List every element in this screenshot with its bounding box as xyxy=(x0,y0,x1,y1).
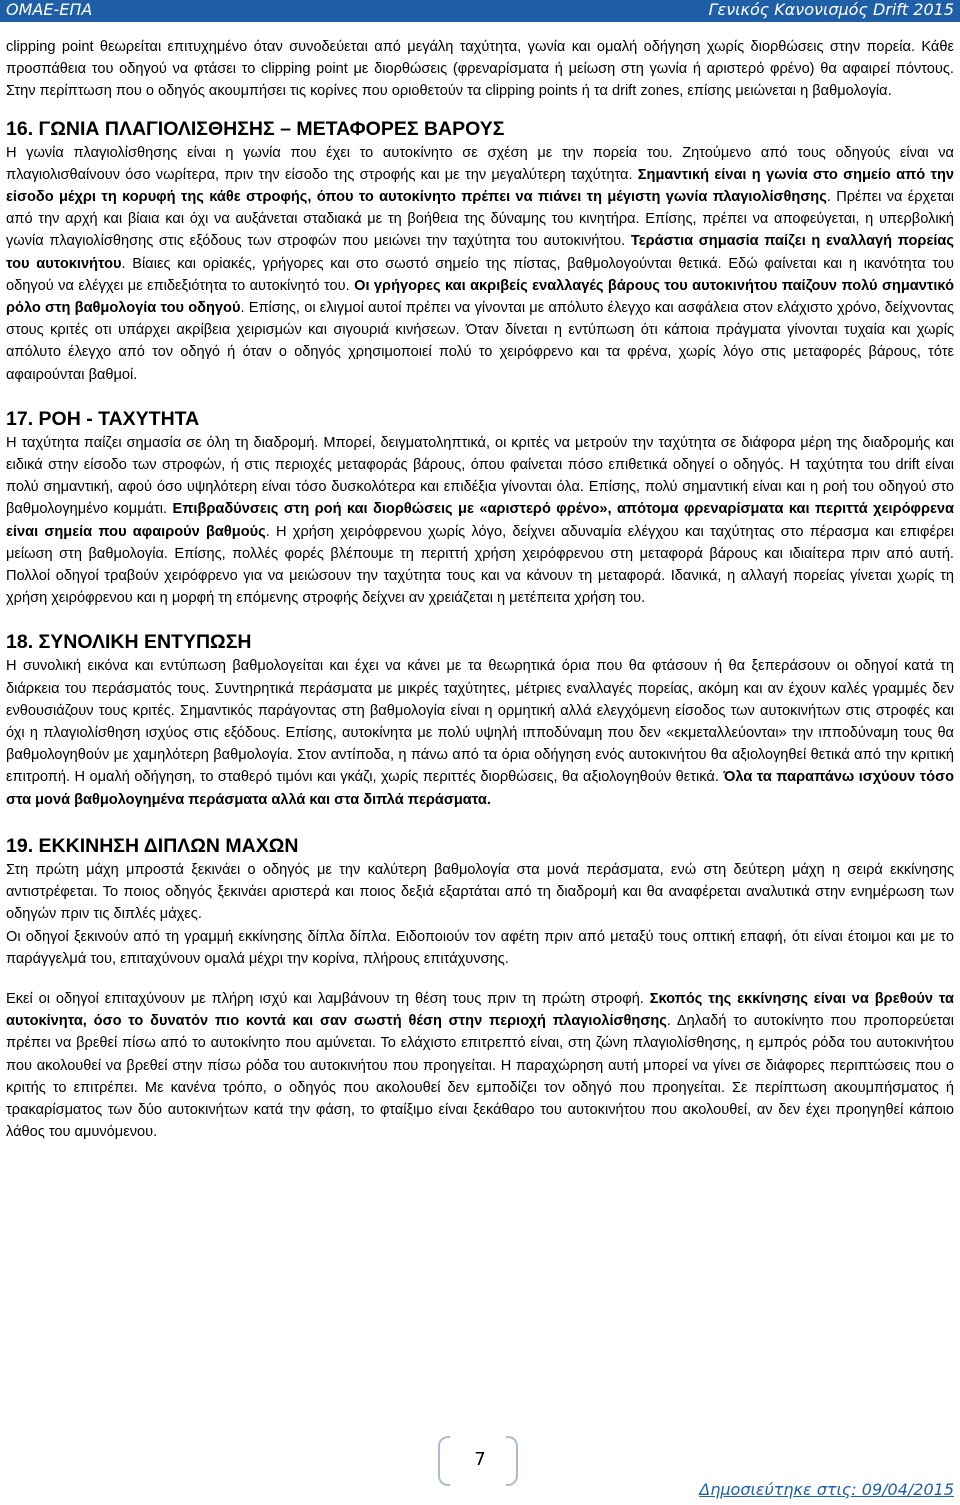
text-run: . Η χρήση χειρόφρενου χωρίς λόγο, δείχνει αδυναμία ελέγχου και ταχύτητας στο πέρασμα και επιφέρει μείωση στη βαθμολογία. Επίσης, πολλές φορές βλέπουμε τη περιττή χρήση χειρόφρενου στη μεταφορά βάρους και ιδιαίτερα πριν από αυτή. Πολλοί οδηγοί τραβούν χειρόφρενο για να μειώσουν την ταχύτητα τους και να κάνουν τη μεταφορά. Ιδανικά, η αλλαγή πορείας γίνεται χωρίς τη χρήση χειρόφρενου και η μορφή τη επόμενης στροφής δείχνει αν χρειάζεται η μετέπειτα χρήση του. xyxy=(6,523,955,607)
section-16-paragraph xyxy=(6,142,954,386)
section-19-paragraph-1: Στη πρώτη μάχη μπροστά ξεκινάει ο οδηγός με την καλύτερη βαθμολογία στα μονά περάσματα, ενώ στη δεύτερη μάχη η σειρά εκκίνησης αντιστρέφεται. Το ποιος οδηγός ξεκινάει αριστερά και ποιος δεξιά εξαρτάται από τη διαδρομή και θα αναφέρεται αναλυτικά στην ενημέρωση των οδηγών πριν τις διπλές μάχες. xyxy=(6,861,954,923)
bold-run: Σημαντική είναι η γωνία στο σημείο από την είσοδο μέχρι τη κορυφή της κάθε στροφής, όπου το αυτοκίνητο πρέπει να πιάνει τη μέγιστη γωνία πλαγιολίσθησης xyxy=(6,166,954,206)
text-run: Η συνολική εικόνα και εντύπωση βαθμολογείται και έχει να κάνει με τα θεωρητικά όρια που θα φτάσουν ή θα ξεπεράσουν οι οδηγοί κατά τη διάρκεια του περάσματός τους. Συντηρητικά περάσματα με μικρές ταχύτητες, μέτριες εναλλαγές πορείας, ακόμη και αν έχουν καλές γραμμές δεν ενθουσιάζουν τους κριτές. Σημαντικός παράγοντας στη βαθμολογία είναι η ορμητική αλλά ελεγχόμενη είσοδος των αυτοκινήτων στις στροφές και όχι η πλαγιολίσθηση ισχύος στις εξόδους. Επίσης, αυτοκίνητα με πολύ υψηλή ιπποδύναμη που δεν «εκμεταλλεύονται» την ιπποδύναμη τους θα βαθμολογηθούν με χαμηλότερη βαθμολογία. Στον αντίποδα, η πάνω από τα όρια οδήγηση ενός αυτοκινήτου θα αξιολογηθεί θετικά από την κριτική επιτροπή. Η ομαλή οδήγηση, το σταθερό τιμόνι και γκάζι, χωρίς περιττές διορθώσεις, θα αξιολογηθούν θετικά. xyxy=(6,658,954,786)
bold-run: Τεράστια σημασία παίζει η εναλλαγή πορείας του αυτοκινήτου xyxy=(6,233,954,272)
publication-date: Δημοσιεύτηκε στις: 09/04/2015 xyxy=(699,1480,954,1499)
section-18-title: 18. ΣΥΝΟΛΙΚΗ ΕΝΤΥΠΩΣΗ xyxy=(6,631,252,654)
text-run: . Επίσης, οι ελιγμοί αυτοί πρέπει να γίνονται με απόλυτο έλεγχο και ασφάλεια στον ελάχιστο χρόνο, δείχνοντας στους κριτές οτι υπάρχει ακρίβεια χειρισμών και σιγουριά κινήσεων. Όταν δίνεται η εντύπωση ότι κάποια πράγματα γίνονται τυχαία και χωρίς απόλυτο έλεγχο από τον οδηγό ή όταν ο οδηγός χρησιμοποιεί πολύ το χειρόφρενο και τα φρένα, χωρίς λόγο στις μεταφορές βάρους, τότε αφαιρούνται βαθμοί. xyxy=(6,300,955,383)
section-17-title: 17. ΡΟΗ - ΤΑΧΥΤΗΤΑ xyxy=(6,407,200,430)
bold-run: Επιβραδύνσεις στη ροή και διορθώσεις με «αριστερό φρένο», απότομα φρεναρίσματα και περιττά χειρόφρενα είναι σημεία που αφαιρούν βαθμούς xyxy=(6,501,954,540)
text-run: . Βίαιες και ορiακές, γρήγορες και στο σωστό σημείο της πίστας, βαθμολογούνται θετικά. Εδώ φαίνεται και η ικανότητα του οδηγού να ελέγχει με επιδεξιότητα το αυτοκίνητό του. xyxy=(6,255,954,294)
header-document-title: Γενικός Κανονισμός Drift 2015 xyxy=(708,0,954,19)
text-run: . Πρέπει να έρχεται από την αρχή και βίαια και όχι να αυξάνεται σταδιακά με τη βοήθεια της δύναμης του κινητήρα. Επίσης, πρέπει να αποφεύγεται, η υπερβολική γωνία πλαγιολίσθησης στις εξόδους των στροφών που μειώνει την ταχύτητα του αυτοκινήτου. xyxy=(6,189,955,250)
section-19-title: 19. ΕΚΚΙΝΗΣΗ ΔΙΠΛΩΝ ΜΑΧΩΝ xyxy=(6,834,299,857)
section-18-paragraph xyxy=(6,655,954,810)
document-body xyxy=(6,36,954,1143)
bold-run: Όλα τα παραπάνω ισχύουν τόσο στα μονά βαθμολογημένα περάσματα αλλά και στα διπλά περάσματα. xyxy=(6,769,954,808)
page-number: 7 xyxy=(474,1449,486,1470)
text-run: Η ταχύτητα παίζει σημασία σε όλη τη διαδρομή. Μπορεί, δειγματοληπτικά, οι κριτές να μετρούν την ταχύτητα σε διάφορα μέρη της διαδρομής και ειδικά στην είσοδο των στροφών, ή στις περιοχές μεταφοράς βάρους, όπου φαίνεται πόσο επιθετικά οδηγεί ο οδηγός. Η ταχύτητα του drift είναι πολύ σημαντική, αφού όσο υψηλότερη είναι τόσο δυσκολότερα και επιδέξια γίνονται όλα. Επίσης, πολύ σημαντική είναι και η ροή του οδηγού στο βαθμολογημένο κομμάτι. xyxy=(6,434,954,518)
text-run: Η γωνία πλαγιολίσθησης είναι η γωνία που έχει το αυτοκίνητο σε σχέση με την πορεία του. Ζητούμενο από τους οδηγούς είναι να πλαγιολισθαίνουν όσο νωρίτερα, πριν την είσοδο της στροφής και με την μεγαλύτερη ταχύτητα. xyxy=(6,144,954,183)
section-19-paragraph-2: Οι οδηγοί ξεκινούν από τη γραμμή εκκίνησης δίπλα δίπλα. Ειδοποιούν τον αφέτη πριν από μεταξύ τους οπτική επαφή, ότι είναι έτοιμοι και με το παράγγελμά του, επιταχύνουν ομαλά μέχρι την κορίνα, πλήρους επιτάχυνσης. xyxy=(6,928,954,967)
section-16-title: 16. ΓΩΝΙΑ ΠΛΑΓΙΟΛΙΣΘΗΣΗΣ – ΜΕΤΑΦΟΡΕΣ ΒΑΡΟΥΣ xyxy=(6,117,505,140)
page-header xyxy=(0,0,960,22)
bold-run: Οι γρήγορες και ακριβείς εναλλαγές βάρους του αυτοκινήτου παίζουν πολύ σημαντικό ρόλο στη βαθμολογία του οδηγού xyxy=(6,277,954,317)
section-19-paragraph-3 xyxy=(6,988,954,1143)
text-run: Εκεί οι οδηγοί επιταχύνουν με πλήρη ισχύ και λαμβάνουν τη θέση τους πριν τη πρώτη στροφή. xyxy=(6,990,650,1007)
text-run: . Δηλαδή το αυτοκίνητο που προπορεύεται πρέπει να βρεθεί πίσω από το αυτοκίνητο που αμύνεται. Το ελάχιστο επιτρεπτό είναι, στη ζώνη πλαγιολίσθησης, η εμπρός ρόδα του αυτοκινήτου που ακολουθεί να βρεθεί στην πίσω ρόδα του αυτοκινήτου που προηγείται. Η παραχώρηση αυτή μπορεί να γίνει σε διάφορες περιπτώσεις που ο κριτής το επιτρέπει. Με κανένα τρόπο, ο οδηγός που ακολουθεί δεν εμποδίζει τον οδηγό που προηγείται. Σε περίπτωση ακουμπήσματος ή τρακαρίσματος των δύο αυτοκινήτων κατά την φάση, το φταίξιμο είναι ξεκάθαρο του αυτοκινήτου που ακολουθεί, αν δεν έχει προηγηθεί κάποιο λάθος του αμυνόμενου. xyxy=(6,1013,954,1141)
header-organization: ΟΜΑΕ-ΕΠΑ xyxy=(6,0,93,19)
intro-paragraph: clipping point θεωρείται επιτυχημένο όταν συνοδεύεται από μεγάλη ταχύτητα, γωνία και ομαλή οδήγηση χωρίς διορθώσεις στην πορεία. Κάθε προσπάθεια του οδηγού να φτάσει το clipping point με διορθώσεις (φρεναρίσματα ή μείωση στη γωνία ή αριστερό φρένο) θα αφαιρεί πόντους. Στην περίπτωση που ο οδηγός ακουμπήσει τις κορίνες που οριοθετούν τα clipping points ή τα drift zones, επίσης μειώνεται η βαθμολογία. xyxy=(6,39,954,100)
section-17-paragraph xyxy=(6,432,954,610)
bold-run: Σκοπός της εκκίνησης είναι να βρεθούν τα αυτοκίνητα, όσο το δυνατόν πιο κοντά και σαν σωστή θέση στην περιοχή πλαγιολίσθησης xyxy=(6,990,955,1030)
